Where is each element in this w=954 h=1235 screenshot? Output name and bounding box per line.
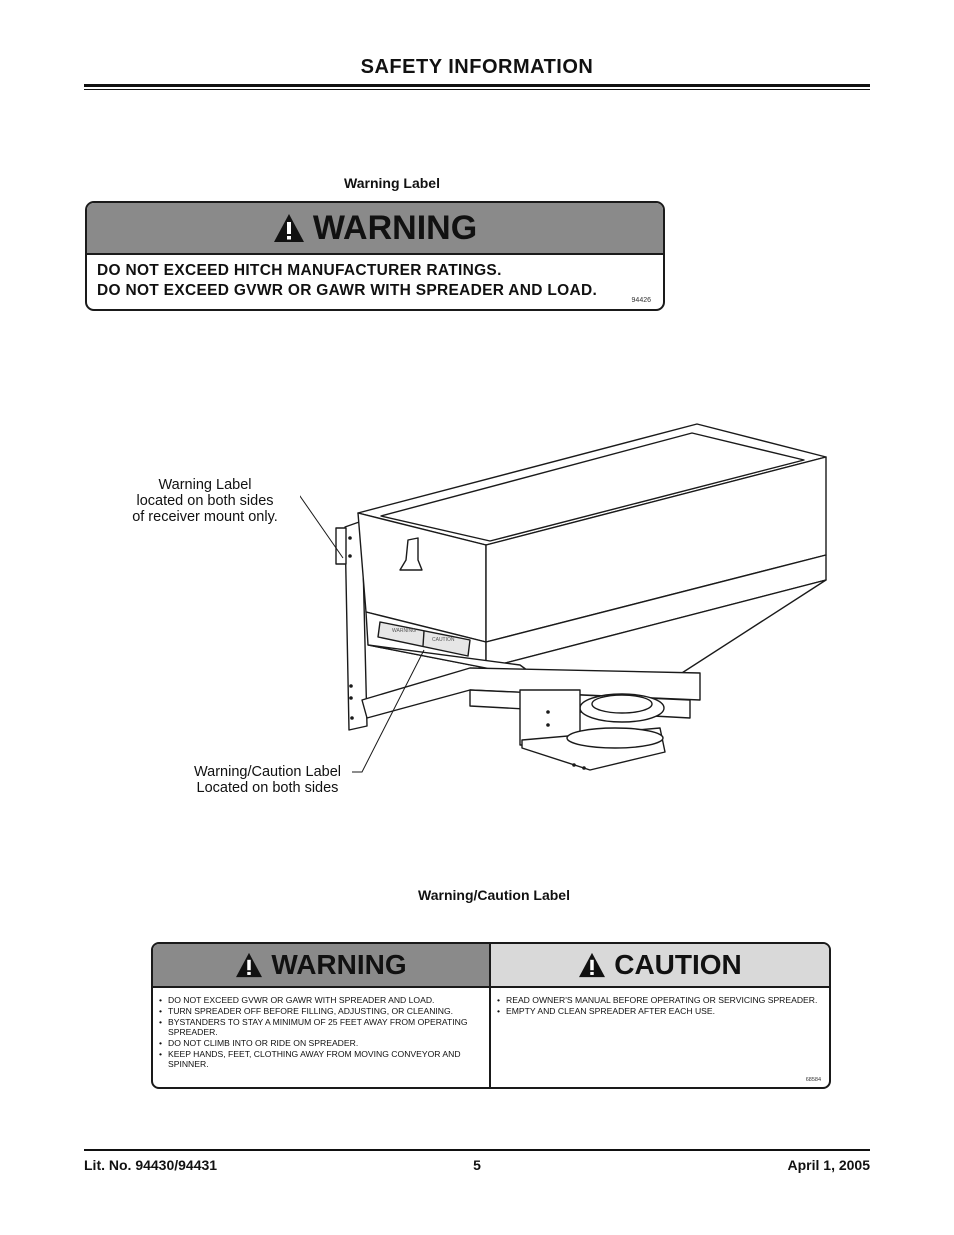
callout-top-line-1: Warning Label — [158, 477, 252, 493]
list-item: • KEEP HANDS, FEET, CLOTHING AWAY FROM MOVING CONVEYOR AND SPINNER. — [159, 1050, 489, 1069]
spreader-illustration — [300, 415, 840, 785]
warning-label-caption: Warning Label — [344, 175, 440, 191]
warning-signal-word: WARNING — [312, 208, 478, 247]
warning-panel-header — [153, 944, 489, 988]
list-item: • BYSTANDERS TO STAY A MINIMUM OF 25 FEET AWAY FROM OPERATING SPREADER. — [159, 1018, 489, 1037]
page-number: 5 — [473, 1157, 481, 1173]
warning-panel-signal-word: WARNING — [271, 949, 407, 980]
warning-label-line-1: DO NOT EXCEED HITCH MANUFACTURER RATINGS. — [97, 262, 502, 279]
callout-top-line-3: of receiver mount only. — [132, 509, 278, 525]
header-rule-thin — [84, 89, 870, 90]
list-item: • DO NOT CLIMB INTO OR RIDE ON SPREADER. — [159, 1039, 489, 1049]
warning-label-header — [87, 203, 663, 255]
callout-top-line-2: located on both sides — [136, 493, 274, 509]
callout-bottom-line-2: Located on both sides — [196, 780, 339, 796]
callout-warning-caution-label — [180, 764, 355, 796]
footer-lit-number: Lit. No. 94430/94431 — [84, 1157, 218, 1173]
warning-panel — [153, 944, 491, 1087]
list-item: • TURN SPREADER OFF BEFORE FILLING, ADJUSTING, OR CLEANING. — [159, 1007, 489, 1017]
warning-caution-caption: Warning/Caution Label — [418, 887, 570, 903]
warning-triangle-icon — [273, 213, 305, 243]
header-rule — [84, 84, 870, 87]
list-item: • EMPTY AND CLEAN SPREADER AFTER EACH USE. — [497, 1007, 829, 1017]
callout-bottom-line-1: Warning/Caution Label — [194, 764, 341, 780]
footer-date: April 1, 2005 — [787, 1157, 870, 1173]
warning-triangle-icon — [578, 952, 606, 978]
list-item: • DO NOT EXCEED GVWR OR GAWR WITH SPREADER AND LOAD. — [159, 996, 489, 1006]
caution-panel-signal-word: CAUTION — [614, 949, 742, 980]
caution-list — [491, 996, 829, 1017]
page-title: SAFETY INFORMATION — [360, 56, 594, 78]
callout-warning-label — [120, 477, 290, 525]
warning-caution-part-number: 68584 — [805, 1077, 821, 1083]
decal-caution-text: CAUTION — [432, 637, 455, 643]
list-item: • READ OWNER'S MANUAL BEFORE OPERATING OR SERVICING SPREADER. — [497, 996, 829, 1006]
warning-list — [153, 996, 489, 1070]
warning-label-line-2: DO NOT EXCEED GVWR OR GAWR WITH SPREADER AND LOAD. — [97, 282, 598, 299]
caution-panel — [491, 944, 829, 1087]
warning-triangle-icon — [235, 952, 263, 978]
decal-warning-text: WARNING — [392, 628, 416, 634]
warning-caution-label — [151, 942, 831, 1089]
footer-rule — [84, 1149, 870, 1151]
caution-panel-header — [491, 944, 829, 988]
warning-label-part-number: 94426 — [631, 297, 651, 304]
warning-label — [85, 201, 665, 311]
